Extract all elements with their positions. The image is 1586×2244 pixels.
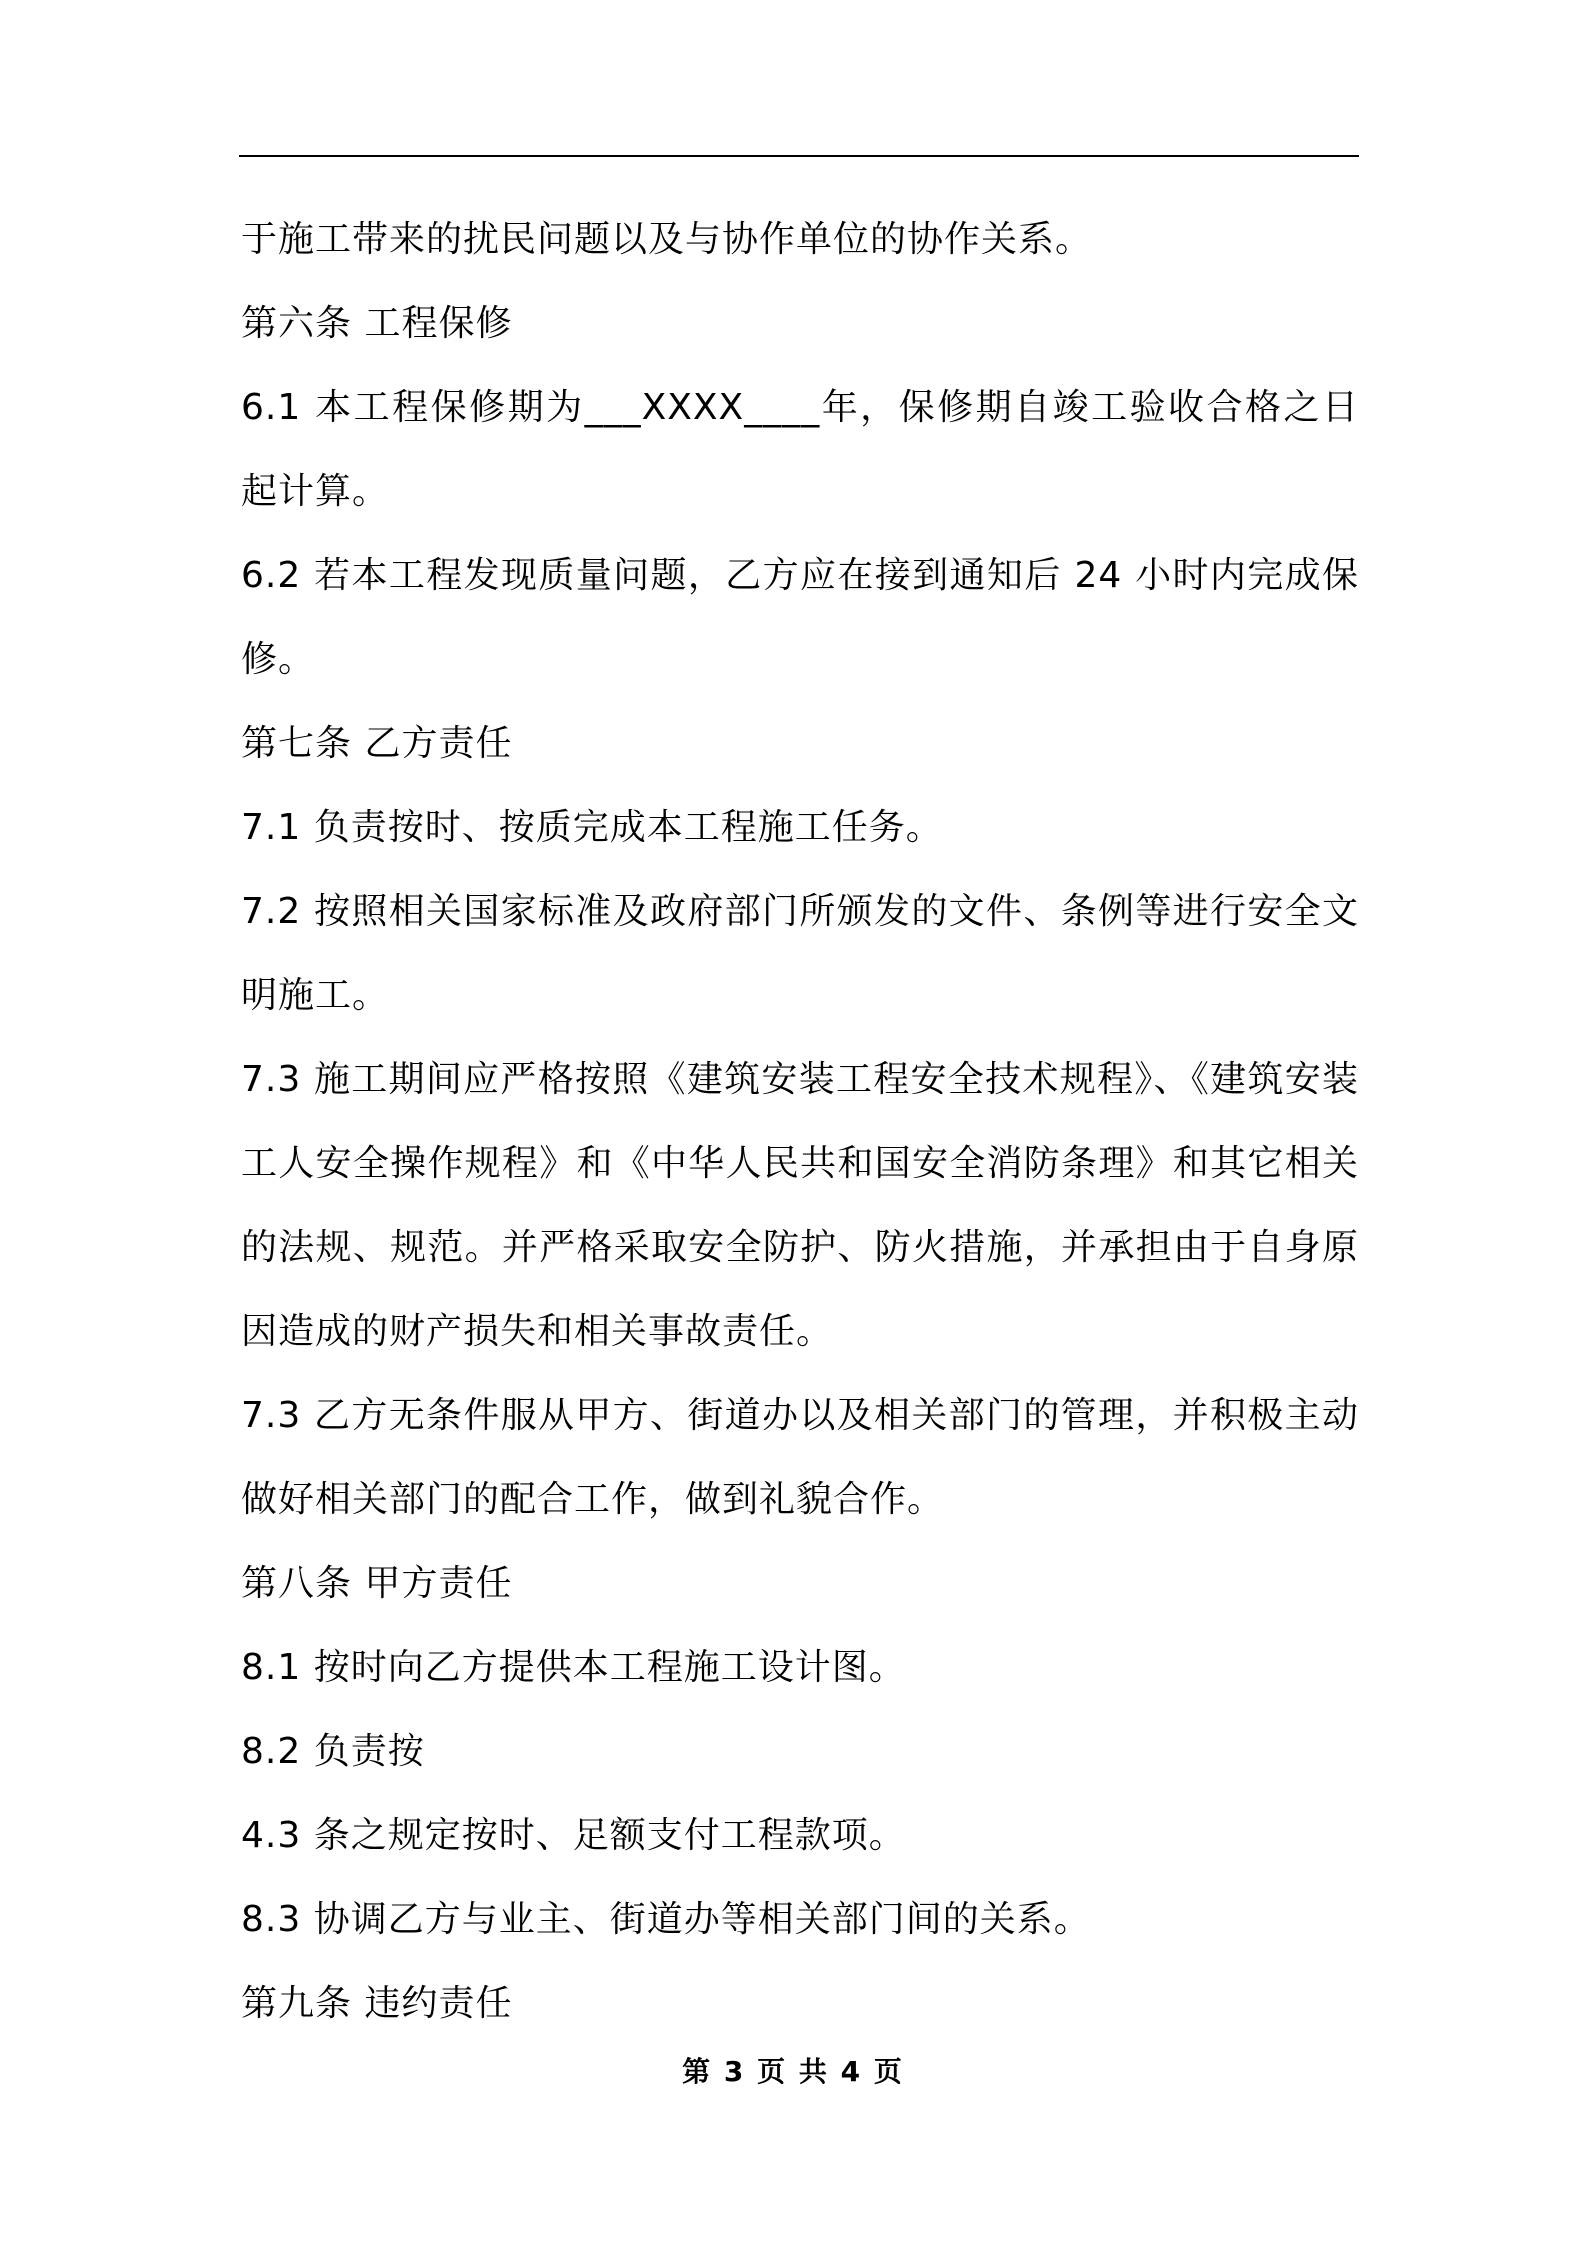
paragraph-continuation: 于施工带来的扰民问题以及与协作单位的协作关系。 (241, 219, 1093, 260)
document-body (241, 198, 1359, 2046)
clause-7-3-a: 7.3 施工期间应严格按照《建筑安装工程安全技术规程》、《建筑安装工人安全操作规程》和《中华人民共和国安全消防条理》和其它相关的法规、规范。并严格采取安全防护、防火措施，并承担由于自身原因造成的财产损失和相关事故责任。 (241, 1059, 1359, 1352)
page-number-footer: 第 3 页 共 4 页 (682, 2055, 904, 2088)
clause-8-3: 8.3 协调乙方与业主、街道办等相关部门间的关系。 (241, 1899, 1091, 1940)
clause-7-2: 7.2 按照相关国家标准及政府部门所颁发的文件、条例等进行安全文明施工。 (241, 891, 1359, 1016)
article-9-heading: 第九条 违约责任 (241, 1983, 513, 2024)
header-rule (239, 155, 1359, 157)
clause-8-2: 8.2 负责按 (241, 1731, 425, 1772)
clause-7-3-b: 7.3 乙方无条件服从甲方、街道办以及相关部门的管理，并积极主动做好相关部门的配合工作，做到礼貌合作。 (241, 1395, 1359, 1520)
clause-6-1: 6.1 本工程保修期为___XXXX____年，保修期自竣工验收合格之日起计算。 (241, 387, 1359, 512)
article-6-heading: 第六条 工程保修 (241, 303, 513, 344)
clause-8-2-continuation: 4.3 条之规定按时、足额支付工程款项。 (241, 1815, 906, 1856)
clause-8-1: 8.1 按时向乙方提供本工程施工设计图。 (241, 1647, 906, 1688)
article-7-heading: 第七条 乙方责任 (241, 723, 513, 764)
clause-7-1: 7.1 负责按时、按质完成本工程施工任务。 (241, 807, 943, 848)
article-8-heading: 第八条 甲方责任 (241, 1563, 513, 1604)
clause-6-2: 6.2 若本工程发现质量问题，乙方应在接到通知后 24 小时内完成保修。 (241, 555, 1359, 680)
